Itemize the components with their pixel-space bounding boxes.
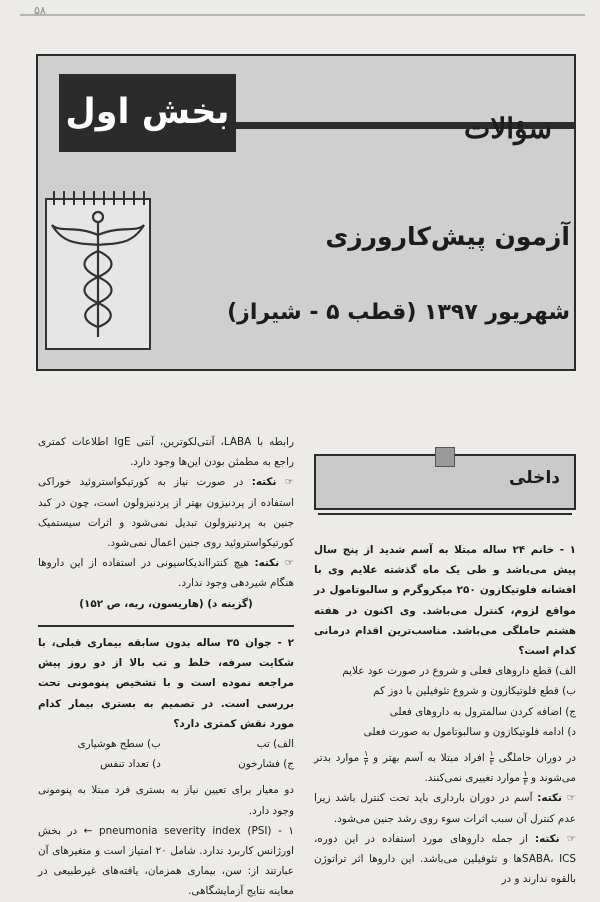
- q1-stem: ۱ - خانم ۲۴ ساله مبتلا به آسم شدید از پنج سال پیش می‌باشد و طی یک ماه گذشته علایم وی با افشانه فلوتیکازون ۲۵۰ میکروگرم و سالبوتامول در مواقع لزوم، کنترل می‌باشد. وی اکنون در هفته هشتم حاملگی می‌باشد. مناسب‌ترین اقدام درمانی کدام است؟: [314, 544, 576, 658]
- fraction: $\frac{۱}{۳}$: [489, 748, 494, 767]
- q1-answer: (گزینه د) (هاریسون، ریه، ص ۱۵۲): [79, 597, 253, 610]
- note-icon: ☞: [284, 557, 294, 570]
- questions-label: سؤالات: [463, 112, 553, 145]
- note-2: ☞ نکته: از جمله داروهای مورد استفاده در این دوره، SABA، ICSها و تئوفیلین می‌باشد. این داروها اثر تراتوژن بالقوه ندارند و در: [314, 832, 577, 886]
- exam-date: شهریور ۱۳۹۷ (قطب ۵ - شیراز): [227, 300, 570, 325]
- fraction: $\frac{۱}{۳}$: [364, 748, 369, 767]
- exam-title: آزمون پیش‌کارورزی: [325, 222, 570, 251]
- q2-option-b: ب) سطح هوشیاری: [77, 738, 161, 751]
- q2-option-d: د) تعداد تنفس: [100, 758, 161, 771]
- note-icon: ☞: [566, 792, 576, 805]
- header-rule: [20, 14, 585, 16]
- left-column-q2: [38, 633, 294, 902]
- q2-option-a: الف) تب: [256, 738, 294, 751]
- q1-option-a: الف) قطع داروهای فعلی و شروع در صورت عود علایم: [342, 665, 576, 678]
- note-icon: ☞: [566, 832, 577, 845]
- q1-option-d: د) ادامه فلوتیکازون و سالبوتامول به صورت فعلی: [363, 725, 576, 738]
- q2-option-c: ج) فشارخون: [238, 758, 294, 771]
- page-number: ۵۸: [34, 4, 46, 17]
- q1-option-b: ب) قطع فلوتیکازون و شروع تئوفیلین با دوز کم: [373, 685, 576, 698]
- q2-options-row-1: [38, 734, 294, 754]
- right-column: [314, 540, 576, 889]
- note-3: ☞ نکته: در صورت نیاز به کورتیکواستروئید خوراکی استفاده از پردنیزون بهتر از پردنیزولون است، چون در کبد جنین به پردنیزولون تبدیل نمی‌شود و اثرات سیستمیک کورتیکواستروئید روی جنین اعمال نمی‌شود.: [38, 476, 294, 550]
- dakheli-title: داخلی: [509, 468, 560, 488]
- note-4: ☞ نکته: هیچ کنترااندیکاسیونی در استفاده از این داروها هنگام شیردهی وجود ندارد.: [38, 557, 294, 590]
- q1-explanation: در دوران حاملگی $\frac{۱}{۳}$ افراد مبتلا به آسم بهتر و $\frac{۱}{۳}$ موارد بدتر می‌شوند و $\frac{۱}{۳}$ موارد تغییری نمی‌کنند.: [314, 748, 576, 787]
- dakheli-square: [435, 447, 455, 467]
- note-1: ☞ نکته: آسم در دوران بارداری باید تحت کنترل باشد زیرا عدم کنترل آن سبب اثرات سوء روی رشد جنین می‌شود.: [314, 792, 576, 825]
- section-label: بخش اول: [59, 74, 236, 152]
- fraction: $\frac{۱}{۳}$: [523, 768, 528, 787]
- q1-option-c: ج) اضافه کردن سالمترول به داروهای فعلی: [389, 705, 576, 718]
- q2-explanation-psi: ۱ - pneumonia severity index (PSI) ← در بخش اورژانس کاربرد ندارد. شامل ۲۰ امتیاز است و متغیرهای آن عبارتند از: سن، بیماری همزمان، یافته‌های غیرطبیعی در معاینه نتایج آزمایشگاهی.: [38, 824, 295, 898]
- q2-stem: ۲ - جوان ۳۵ ساله بدون سابقه بیماری قبلی، با شکایت سرفه، خلط و تب بالا از دو روز پیش مراجعه نموده است و با تشخیص پنومونی تحت بررسی است. در تصمیم به بستری بیمار کدام مورد نقش کمتری دارد؟: [38, 637, 294, 730]
- dakheli-rule: [318, 513, 572, 515]
- question-separator: [38, 625, 294, 627]
- q1-continued: رابطه با LABA، آنتی‌لکوترین، آنتی IgE اطلاعات کمتری راجع به مطمئن بودن این‌ها وجود دارد.: [38, 436, 294, 469]
- q2-options-row-2: [38, 754, 294, 774]
- left-column: [38, 432, 294, 614]
- q2-explanation-intro: دو معیار برای تعیین نیاز به بستری فرد مبتلا به پنومونی وجود دارد.: [38, 784, 294, 817]
- note-icon: ☞: [284, 476, 294, 489]
- notepad-caduceus-icon: [40, 185, 158, 353]
